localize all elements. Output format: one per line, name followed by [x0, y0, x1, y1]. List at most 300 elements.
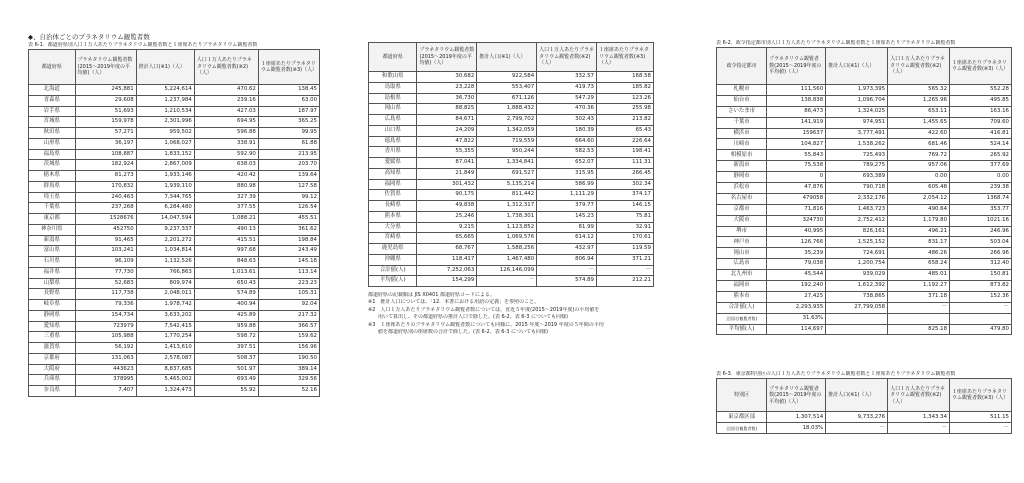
table-cell: 524.14 [950, 139, 1012, 150]
row-label: 富山県 [29, 246, 76, 257]
column-header: １座席あたりプラネタリウム観覧者数(※3)（人） [950, 48, 1012, 85]
row-label: 熊本県 [369, 211, 417, 222]
table-cell: 939,029 [826, 270, 888, 281]
table-cell: 5,135,214 [477, 179, 537, 190]
row-label: 兵庫県 [29, 375, 76, 386]
table-cell: 332.57 [537, 72, 597, 83]
table-cell: 1,538,262 [826, 139, 888, 150]
table-cell: 1,973,395 [826, 85, 888, 96]
table-6-1-continued-panel [368, 42, 654, 336]
table-cell: 123.26 [596, 93, 653, 104]
table-cell: 582.53 [537, 147, 597, 158]
table-6-1-caption: 表 6-1．都道府県別人口１万人あたりプラネタリウム観覧者数と１座席あたりプラネタリウム観覧者数 [28, 42, 258, 48]
table-row [717, 412, 1012, 423]
row-label: 大分県 [369, 222, 417, 233]
table-cell: 185.82 [596, 82, 653, 93]
table-cell: 719,559 [477, 136, 537, 147]
row-label: 栃木県 [29, 171, 76, 182]
table-cell: － [537, 265, 597, 276]
row-label: 山梨県 [29, 278, 76, 289]
table-cell: 192,240 [767, 281, 826, 292]
row-label: 三重県 [29, 332, 76, 343]
row-label: 大阪府 [29, 364, 76, 375]
table-cell: 681.46 [888, 139, 950, 150]
table-cell: 240,463 [75, 192, 136, 203]
table-cell: 1,343.34 [888, 412, 950, 423]
table-cell: 1,013.61 [194, 267, 258, 278]
table-cell: 495.85 [950, 95, 1012, 106]
table-cell: 565.32 [888, 85, 950, 96]
table-cell: 77,730 [75, 267, 136, 278]
table-cell: 168.58 [596, 72, 653, 83]
table-cell: 371.18 [888, 291, 950, 302]
table-cell: 5,224,614 [136, 85, 194, 96]
row-label: 北九州市 [717, 270, 767, 281]
table-row [29, 85, 320, 96]
table-cell: 302.43 [537, 115, 597, 126]
table-cell: 1,111.29 [537, 190, 597, 201]
table-cell: 154,734 [75, 310, 136, 321]
table-cell: 922,584 [477, 72, 537, 83]
table-cell: － [950, 423, 1012, 434]
row-label: 合計値(人) [717, 302, 767, 313]
table-cell: 552.28 [950, 85, 1012, 96]
table-cell: 959.88 [194, 321, 258, 332]
table-cell: 490.13 [194, 224, 258, 235]
table-row [717, 106, 1012, 117]
table-cell: 725,493 [826, 150, 888, 161]
table-cell: 7,407 [75, 386, 136, 397]
table-cell: 1,939,110 [136, 181, 194, 192]
table-row [369, 72, 654, 83]
table-cell: 182,924 [75, 160, 136, 171]
table-row [717, 302, 1012, 313]
table-row [717, 313, 1012, 324]
table-cell: 96,109 [75, 257, 136, 268]
table-cell: 114,697 [767, 324, 826, 335]
table-cell: 75,538 [767, 161, 826, 172]
table-cell [950, 313, 1012, 324]
table-cell: 653.11 [888, 106, 950, 117]
table-cell: 154,299 [417, 276, 477, 287]
row-label: 仙台市 [717, 95, 767, 106]
table-cell: 312.40 [950, 259, 1012, 270]
table-cell: 126,766 [767, 237, 826, 248]
table-cell: 1,265.96 [888, 95, 950, 106]
table-cell: 490.64 [888, 204, 950, 215]
table-cell: 366.57 [258, 321, 319, 332]
table-cell: 213.82 [596, 115, 653, 126]
table-cell: 1,413,610 [136, 343, 194, 354]
table-cell: － [888, 423, 950, 434]
table-cell: 432.97 [537, 244, 597, 255]
table-cell: 789,275 [826, 161, 888, 172]
column-header: 推計人口(※1)（人） [826, 379, 888, 412]
table-cell: 1,738,301 [477, 211, 537, 222]
table-row [29, 224, 320, 235]
row-label: 全国比(観覧者数) [717, 313, 767, 324]
note-line: ※3 １座席あたりのプラネタリウム観覧者数についても同様に、2015 年度～2019 年度の５年間の平均 [368, 321, 604, 328]
row-label: 茨城県 [29, 160, 76, 171]
table-cell: 327.39 [194, 192, 258, 203]
table-cell: 693,389 [826, 172, 888, 183]
table-cell: － [888, 302, 950, 313]
row-label: 福井県 [29, 267, 76, 278]
table-cell: 416.81 [950, 128, 1012, 139]
table-row [29, 106, 320, 117]
table-cell: 1,612,392 [826, 281, 888, 292]
column-header: １座席あたりプラネタリウム観覧者数(※3)（人） [950, 379, 1012, 412]
table-cell: 243.49 [258, 246, 319, 257]
table-cell: 374.17 [596, 190, 653, 201]
table-cell: 511.15 [950, 412, 1012, 423]
table-cell: 65.43 [596, 125, 653, 136]
row-label: 神奈川県 [29, 224, 76, 235]
table-cell: 213.95 [258, 149, 319, 160]
table-cell: 9,237,337 [136, 224, 194, 235]
row-label: 静岡県 [29, 310, 76, 321]
table-row [717, 423, 1012, 434]
table-cell: 664.60 [537, 136, 597, 147]
table-row [369, 233, 654, 244]
row-label: 群馬県 [29, 181, 76, 192]
table-row [369, 222, 654, 233]
table-row [369, 265, 654, 276]
table-cell: 113.14 [258, 267, 319, 278]
table-cell: 1,978,742 [136, 300, 194, 311]
table-cell: 353.77 [950, 204, 1012, 215]
table-row [717, 128, 1012, 139]
table-cell: 145.23 [537, 211, 597, 222]
row-label: 宮城県 [29, 117, 76, 128]
table-cell: 479.80 [950, 324, 1012, 335]
table-cell: 141,919 [767, 117, 826, 128]
table-row [717, 161, 1012, 172]
table-cell: 30,682 [417, 72, 477, 83]
table-cell: 111.31 [596, 158, 653, 169]
table-row [369, 211, 654, 222]
table-cell: 694.95 [194, 117, 258, 128]
column-header: 都道府県 [369, 43, 417, 72]
table-cell: 365.25 [258, 117, 319, 128]
table-cell: 691,527 [477, 168, 537, 179]
table-cell: 652.07 [537, 158, 597, 169]
table-cell: 809,974 [136, 278, 194, 289]
table-cell: 81.99 [537, 222, 597, 233]
table-cell: 2,799,702 [477, 115, 537, 126]
table-cell: 239.16 [194, 95, 258, 106]
table-cell: 75.81 [596, 211, 653, 222]
table-cell: 508.37 [194, 353, 258, 364]
row-label: 岡山県 [369, 104, 417, 115]
table-row [29, 321, 320, 332]
table-cell: 1,200,754 [826, 259, 888, 270]
table-cell: 36,730 [417, 93, 477, 104]
row-label: 秋田県 [29, 128, 76, 139]
table-row [717, 226, 1012, 237]
table-cell: 223.23 [258, 278, 319, 289]
table-6-3-caption: 表 6-3．東京都特別区の人口１万人あたりプラネタリウム観覧者数と１座席あたりプラネタリウム観覧者数 [716, 371, 956, 378]
table-row [29, 332, 320, 343]
table-cell: 150.81 [950, 270, 1012, 281]
table-cell: 693.49 [194, 375, 258, 386]
column-header: 特別区 [717, 379, 767, 412]
table-row [29, 235, 320, 246]
table-cell: 35,239 [767, 248, 826, 259]
column-header: 政令指定都市 [717, 48, 767, 85]
table-cell: 159637 [767, 128, 826, 139]
row-label: 札幌市 [717, 85, 767, 96]
table-cell: 2,332,176 [826, 193, 888, 204]
row-label: 浜松市 [717, 183, 767, 194]
table-cell [888, 313, 950, 324]
row-label: 千葉県 [29, 203, 76, 214]
note-line: ※2 人口１万人あたりプラネタリウム観覧者数については、直近５年度(2015～2019年度)の平均値を [368, 306, 600, 313]
table-row [29, 214, 320, 225]
table-cell: 32.91 [596, 222, 653, 233]
row-label: 全国比(観覧者数) [717, 423, 767, 434]
table-cell: 40,995 [767, 226, 826, 237]
table-cell: 138.45 [258, 85, 319, 96]
table-cell: 1,342,059 [477, 125, 537, 136]
table-row [29, 192, 320, 203]
table-cell: 2,578,087 [136, 353, 194, 364]
row-label: 相模原市 [717, 150, 767, 161]
table-row [717, 204, 1012, 215]
table-cell: 99.95 [258, 128, 319, 139]
table-cell: 1,312,317 [477, 201, 537, 212]
row-label: 高知県 [369, 168, 417, 179]
table-cell: 379.77 [537, 201, 597, 212]
table-cell: 974,951 [826, 117, 888, 128]
row-label: 島根県 [369, 93, 417, 104]
table-cell: 361.62 [258, 224, 319, 235]
table-cell: 55,355 [417, 147, 477, 158]
table-cell: 198.41 [596, 147, 653, 158]
table-cell: 723979 [75, 321, 136, 332]
table-cell: 21,849 [417, 168, 477, 179]
table-cell: 131,063 [75, 353, 136, 364]
table-cell: 1,933,146 [136, 171, 194, 182]
table-cell: 470.36 [537, 104, 597, 115]
table-6-1-panel [28, 33, 320, 397]
table-cell: 127.58 [258, 181, 319, 192]
table-cell: 99.12 [258, 192, 319, 203]
table-row [717, 183, 1012, 194]
table-cell: 108,887 [75, 149, 136, 160]
table-cell: 79,336 [75, 300, 136, 311]
table-cell: 1,068,027 [136, 138, 194, 149]
row-label: 大阪市 [717, 215, 767, 226]
table-cell: 212.21 [596, 276, 653, 287]
table-cell: 159,978 [75, 117, 136, 128]
table-cell: 145.18 [258, 257, 319, 268]
table-cell: 586.99 [537, 179, 597, 190]
table-row [369, 254, 654, 265]
table-cell: 592.90 [194, 149, 258, 160]
table-cell: 397.51 [194, 343, 258, 354]
table-cell: 0.00 [888, 172, 950, 183]
row-label: 京都市 [717, 204, 767, 215]
row-label: 徳島県 [369, 136, 417, 147]
table-cell: 419.73 [537, 82, 597, 93]
table-row [29, 343, 320, 354]
table-cell: － [950, 302, 1012, 313]
table-header [369, 43, 654, 72]
table-cell: 226.64 [596, 136, 653, 147]
table-cell: 2,293,935 [767, 302, 826, 313]
table-cell: 301,432 [417, 179, 477, 190]
row-label: 名古屋市 [717, 193, 767, 204]
table-cell: 159.62 [258, 332, 319, 343]
table-row [369, 104, 654, 115]
table-row [29, 117, 320, 128]
table-row [369, 115, 654, 126]
table-cell: 91,465 [75, 235, 136, 246]
table-cell: 389.14 [258, 364, 319, 375]
section-heading: ◆、自治体ごとのプラネタリウム観覧者数 [28, 33, 150, 41]
table-row [369, 201, 654, 212]
table-cell: 90,175 [417, 190, 477, 201]
table-cell: 873.82 [950, 281, 1012, 292]
table-cell: 180.39 [537, 125, 597, 136]
table-row [717, 215, 1012, 226]
table-row [717, 324, 1012, 335]
table-cell: 2,201,272 [136, 235, 194, 246]
table-cell: 152.36 [950, 291, 1012, 302]
table-cell: 79,038 [767, 259, 826, 270]
row-label: 岐阜県 [29, 300, 76, 311]
table-cell: 950,244 [477, 147, 537, 158]
table-cell: 203.70 [258, 160, 319, 171]
row-label: 和歌山県 [369, 72, 417, 83]
table-row [717, 281, 1012, 292]
table-6-2 [716, 47, 1012, 335]
table-cell: 55,843 [767, 150, 826, 161]
table-cell: 2,054.12 [888, 193, 950, 204]
row-label: 愛媛県 [369, 158, 417, 169]
table-6-1 [28, 49, 320, 397]
table-cell: 57,271 [75, 128, 136, 139]
table-cell: 959,502 [136, 128, 194, 139]
table-cell: 709.60 [950, 117, 1012, 128]
table-cell: 614.12 [537, 233, 597, 244]
table-cell: 266.96 [950, 248, 1012, 259]
row-label: さいたま市 [717, 106, 767, 117]
table-cell: 848.63 [194, 257, 258, 268]
table-cell: 61.88 [258, 138, 319, 149]
row-label: 北海道 [29, 85, 76, 96]
column-header: 推計人口(※1)（人） [826, 48, 888, 85]
table-row [29, 246, 320, 257]
table-cell: 638.03 [194, 160, 258, 171]
table-cell: 63.00 [258, 95, 319, 106]
table-cell: 826,161 [826, 226, 888, 237]
table-cell: 190.50 [258, 353, 319, 364]
table-cell: 324730 [767, 215, 826, 226]
table-cell: 455.51 [258, 214, 319, 225]
table-cell: 3,633,202 [136, 310, 194, 321]
table-cell: 126.54 [258, 203, 319, 214]
table-cell: 2,048,011 [136, 289, 194, 300]
note-line: 都道府県の記載順は JIS X0401 都道府県コードによる。 [368, 292, 496, 298]
table-cell: － [477, 276, 537, 287]
table-cell: 378995 [75, 375, 136, 386]
table-cell: 126,146,099 [477, 265, 537, 276]
table-row [29, 149, 320, 160]
table-cell: 766,863 [136, 267, 194, 278]
table-cell: 2,301,996 [136, 117, 194, 128]
table-row [29, 353, 320, 364]
table-cell: 650.43 [194, 278, 258, 289]
table-cell: 479058 [767, 193, 826, 204]
row-label: 静岡市 [717, 172, 767, 183]
table-cell: 997.68 [194, 246, 258, 257]
row-label: 佐賀県 [369, 190, 417, 201]
column-header: プラネタリウム観覧者数(2015～2019年度の平均値)（人） [767, 48, 826, 85]
table-cell: 105.31 [258, 289, 319, 300]
row-label: 千葉市 [717, 117, 767, 128]
table-row [29, 138, 320, 149]
column-header: 人口１万人あたりプラネタリウム観覧者数(※2)（人） [888, 48, 950, 85]
table-cell: 14,047,594 [136, 214, 194, 225]
table-cell: 55.92 [194, 386, 258, 397]
table-cell: 1,588,256 [477, 244, 537, 255]
table-cell: 1,237,984 [136, 95, 194, 106]
table-cell: 1,334,841 [477, 158, 537, 169]
table-cell: 156.96 [258, 343, 319, 354]
row-label: 奈良県 [29, 386, 76, 397]
row-label: 広島県 [369, 115, 417, 126]
row-label: 長崎県 [369, 201, 417, 212]
table-cell: 1,467,480 [477, 254, 537, 265]
column-header: 推計人口(※1)（人） [477, 43, 537, 72]
column-header: 都道府県 [29, 50, 76, 85]
table-6-3 [716, 378, 1012, 434]
row-label: 鹿児島県 [369, 244, 417, 255]
table-cell: 24,209 [417, 125, 477, 136]
column-header: プラネタリウム観覧者数(2015～2019年度の平均値)（人） [417, 43, 477, 72]
table-cell: 738,865 [826, 291, 888, 302]
table-cell: 27,799,058 [826, 302, 888, 313]
row-label: 合計値(人) [369, 265, 417, 276]
table-cell: 25,246 [417, 211, 477, 222]
row-label: 石川県 [29, 257, 76, 268]
table-header [717, 48, 1012, 85]
row-label: 神戸市 [717, 237, 767, 248]
table-cell: 65,665 [417, 233, 477, 244]
table-cell: 596.88 [194, 128, 258, 139]
table-cell: 501.97 [194, 364, 258, 375]
row-label: 福島県 [29, 149, 76, 160]
table-cell: 103,241 [75, 246, 136, 257]
table-cell: 245,881 [75, 85, 136, 96]
table-cell: 485.01 [888, 270, 950, 281]
table-cell: 1,132,526 [136, 257, 194, 268]
row-label: 広島市 [717, 259, 767, 270]
table-row [29, 278, 320, 289]
table-cell: 23,228 [417, 82, 477, 93]
table-cell: 1,324,025 [826, 106, 888, 117]
table-cell: 338.91 [194, 138, 258, 149]
table-row [29, 203, 320, 214]
table-cell: 170,832 [75, 181, 136, 192]
table-cell: 1,123,852 [477, 222, 537, 233]
table-6-2-caption: 表 6-2．政令指定都市別人口１万人あたりプラネタリウム観覧者数と１座席あたりプラネタリウム観覧者数 [716, 40, 956, 46]
table-cell: 415.51 [194, 235, 258, 246]
table-cell: 217.32 [258, 310, 319, 321]
table-cell: 377.69 [950, 161, 1012, 172]
